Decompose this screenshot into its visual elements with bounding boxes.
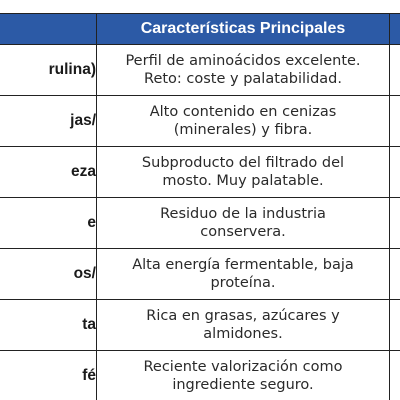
description-line: mosto. Muy palatable. (162, 173, 324, 189)
row-description-cell (97, 45, 390, 96)
row-name-cell: os/ (0, 249, 97, 300)
header-cell-next (390, 14, 400, 45)
description-line: Reto: coste y palatabilidad. (144, 71, 342, 87)
table-row (0, 198, 400, 249)
row-name-cell: fé (0, 351, 97, 400)
row-description-cell (97, 351, 390, 400)
table-header-row (0, 14, 400, 45)
row-name-cell: ta (0, 300, 97, 351)
row-edge-cell (390, 96, 400, 147)
table-row (0, 45, 400, 96)
table-row (0, 351, 400, 400)
row-edge-cell (390, 351, 400, 400)
row-description-cell (97, 249, 390, 300)
characteristics-table (0, 13, 400, 400)
description-line: Alta energía fermentable, baja (132, 257, 354, 273)
row-description-cell (97, 147, 390, 198)
description-line: Residuo de la industria (160, 206, 326, 222)
header-cell-name (0, 14, 97, 45)
row-edge-cell (390, 249, 400, 300)
description-line: proteína. (210, 275, 276, 291)
row-description-cell (97, 198, 390, 249)
row-description-cell (97, 300, 390, 351)
table-row (0, 96, 400, 147)
description-line: Reciente valorización como (143, 359, 343, 375)
description-line: ingrediente seguro. (172, 377, 314, 393)
description-line: Alto contenido en cenizas (149, 104, 337, 120)
table-row (0, 249, 400, 300)
row-edge-cell (390, 300, 400, 351)
table-row (0, 147, 400, 198)
row-edge-cell (390, 198, 400, 249)
description-line: Subproducto del filtrado del (141, 155, 345, 171)
description-line: conservera. (200, 224, 286, 240)
header-cell-characteristics: Características Principales (97, 14, 390, 45)
description-line: Perfil de aminoácidos excelente. (125, 53, 361, 69)
row-name-cell: jas/ (0, 96, 97, 147)
row-description-cell (97, 96, 390, 147)
row-edge-cell (390, 45, 400, 96)
row-name-cell: e (0, 198, 97, 249)
row-name-cell: eza (0, 147, 97, 198)
description-line: (minerales) y fibra. (173, 122, 313, 138)
row-name-cell: rulina) (0, 45, 97, 96)
table-row (0, 300, 400, 351)
description-line: Rica en grasas, azúcares y (146, 308, 340, 324)
row-edge-cell (390, 147, 400, 198)
description-line: almidones. (203, 326, 283, 342)
